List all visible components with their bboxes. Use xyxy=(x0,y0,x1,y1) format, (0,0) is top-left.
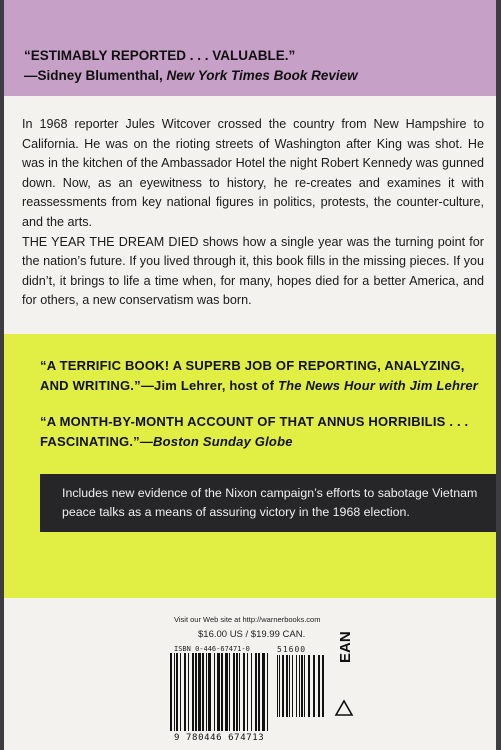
top-quote-source: New York Times Book Review xyxy=(166,68,358,83)
barcode-number: 9 780446 674713 xyxy=(174,733,265,743)
review-quotes-band xyxy=(4,334,496,598)
barcode-block xyxy=(164,615,364,745)
ean-label: EAN xyxy=(337,631,354,663)
top-quote-text: “ESTIMABLY REPORTED . . . VALUABLE.” xyxy=(24,48,296,63)
nixon-evidence-callout: Includes new evidence of the Nixon campaign’s efforts to sabotage Vietnam peace talks as a means of assuring victory in the 1968 election. xyxy=(40,474,496,532)
description-paragraph-2: THE YEAR THE DREAM DIED shows how a single year was the turning point for the nation’s future. If you lived through it, this book fills in the missing pieces. If you didn’t, it brings to life a time when, for many, hopes died for a better America, and for others, a new conservatism was born. xyxy=(22,234,484,308)
price-text: $16.00 US / $19.99 CAN. xyxy=(198,629,306,640)
barcode-icon xyxy=(164,653,332,733)
top-quote xyxy=(24,46,484,86)
description-paragraph-1: In 1968 reporter Jules Witcover crossed the country from New Hampshire to California. He was on the rioting streets of Washington after King was shot. He was in the kitchen of the Ambassador Hotel the night Robert Kennedy was gunned down. Now, as an eyewitness to history, he re-creates and examines it with reassessments from key national figures in politics, protests, the counter-culture, and the arts. xyxy=(22,117,484,229)
triangle-icon xyxy=(334,699,354,717)
review-quote-globe: “A MONTH-BY-MONTH ACCOUNT OF THAT ANNUS HORRIBILIS . . . FASCINATING.”—Boston Sunday Globe xyxy=(40,414,469,449)
book-description xyxy=(22,115,484,311)
top-quote-attribution: —Sidney Blumenthal, New York Times Book Review xyxy=(24,68,358,83)
review-quote-lehrer: “A TERRIFIC BOOK! A SUPERB JOB OF REPORTING, ANALYZING, AND WRITING.”—Jim Lehrer, host of The News Hour with Jim Lehrer xyxy=(40,358,479,393)
isbn-text: ISBN 0-446-67471-0 xyxy=(174,645,250,653)
addon-code: 51600 xyxy=(277,645,307,654)
back-cover xyxy=(4,0,496,750)
website-text: Visit our Web site at http://warnerbooks.com xyxy=(174,615,321,624)
